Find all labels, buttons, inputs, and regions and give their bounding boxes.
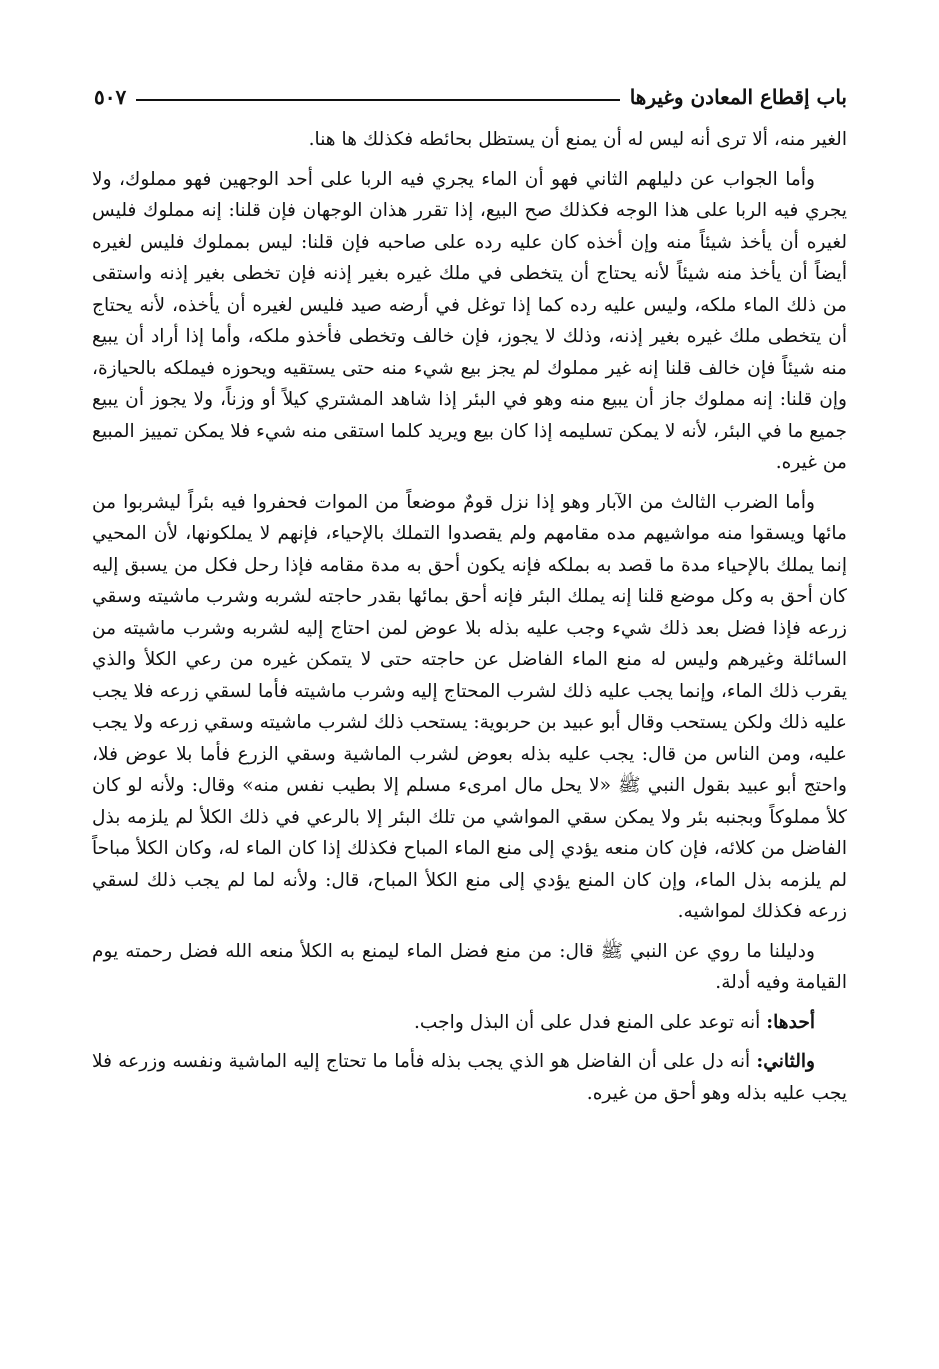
paragraph (92, 1007, 847, 1039)
paragraph-lead: والثاني: (756, 1051, 815, 1072)
page-number: ٥٠٧ (94, 85, 127, 109)
paragraph: ودليلنا ما روي عن النبي ﷺ قال: من منع فضل الماء ليمنع به الكلأ منعه الله فضل رحمته يوم القيامة وفيه أدلة. (92, 940, 847, 993)
running-header (94, 80, 847, 114)
paragraph: وأما الجواب عن دليلهم الثاني فهو أن الماء يجري فيه الربا على أحد الوجهين فهو مملوك، ولا يجري فيه الربا على هذا الوجه فكذلك صح البيع، إذا تقرر هذان الوجهان فإن قلنا: إنه مملوك فليس لغيره أن يأخذ شيئاً منه وإن أخذه كان عليه رده على صاحبه فإن قلنا: ليس بمملوك فليس لغيره أيضاً أن يأخذ منه شيئاً لأنه يحتاج أن يتخطى في ملك غيره بغير إذنه فإن تخطى بغير إذنه واستقى من ذلك الماء ملكه، وليس عليه رده كما إذا توغل في أرضه صيد فليس لغيره أن يأخذه، لأنه يحتاج أن يتخطى ملك غيره بغير إذنه، وذلك لا يجوز، فإن خالف وتخطى فأخذو ملكه، وأما إذا أراد أن يبيع منه شيئاً فإن خالف قلنا إنه غير مملوك لم يجز بيع شيء منه حتى يستقيه ويحوزه فيملكه بالحيازة، وإن قلنا: إنه مملوك جاز أن يبيع منه وهو في البئر إذا شاهد المشتري كيلاً أو وزناً، ولا يجوز أن يبيع جميع ما في البئر، لأنه لا يمكن تسليمه إذا كان بيع ويريد كلما استقى منه شيء فلا يمكن تمييز المبيع من غيره. (92, 168, 847, 473)
paragraph (92, 1046, 847, 1109)
paragraph: وأما الضرب الثالث من الآبار وهو إذا نزل قومٌ موضعاً من الموات فحفروا فيه بئراً ليشربوا من مائها ويسقوا منه مواشيهم مده مقامهم ولم يقصدوا التملك بالإحياء، فإنهم لا يملكونها، لأن المحيي إنما يملك بالإحياء مدة ما قصد به بملكه فإنه يكون أحق به مدة مقامه فإذا رحل فكل من يسبق إليه كان أحق به وكل موضع قلنا إنه يملك البئر فإنه أحق بمائها بقدر حاجته لشربه وشرب ماشيته وسقي زرعه فإذا فضل بعد ذلك شيء وجب عليه بذله بلا عوض لمن احتاج إليه لشربه وشرب ماشيته من السائلة وغيرهم وليس له منع الماء الفاضل عن حاجته حتى لا يتمكن غيره من رعي الكلأ والذي يقرب ذلك الماء، وإنما يجب عليه ذلك لشرب المحتاج إليه وشرب ماشيته فأما لسقي زرعه فلا يجب عليه ذلك ولكن يستحب وقال أبو عبيد بن حربوية: يستحب ذلك لشرب ماشيته وسقي زرعه ولا يجب عليه، ومن الناس من قال: يجب عليه بذله بعوض لشرب الماشية وسقي الزرع فأما بلا عوض فلا، واحتج أبو عبيد بقول النبي ﷺ «لا يحل مال امرىء مسلم إلا بطيب نفس منه» وقال: ولأنه لو كان كلأ مملوكاً وبجنبه بئر ولا يمكن سقي المواشي من تلك البئر إلا بالرعي في ذلك الكلأ لم يلزمه بذل الفاضل من كلائه، فإن كان منعه يؤدي إلى منع الماء المباح فكذلك إذا كان الماء له، وكان الكلأ مباحاً لم يلزمه بذل الماء، وإن كان المنع يؤدي إلى منع الكلأ المباح، قال: ولأنه لما لم يجب ذلك لسقي زرعه فكذلك لمواشيه. (92, 491, 847, 922)
chapter-title: باب إقطاع المعادن وغيرها (629, 85, 847, 109)
paragraph-body: أنه توعد على المنع فدل على أن البذل واجب. (414, 1011, 767, 1033)
paragraph-lead: أحدها: (766, 1011, 815, 1033)
paragraph: الغير منه، ألا ترى أنه ليس له أن يمنع أن يستظل بحائطه فكذلك ها هنا. (308, 129, 847, 150)
header-rule (136, 99, 619, 101)
paragraph-body: أنه دل على أن الفاضل هو الذي يجب بذله فأما ما تحتاج إليه الماشية ونفسه وزرعه فلا يجب عليه بذله وهو أحق من غيره. (92, 1051, 847, 1104)
body-text (92, 124, 847, 1109)
